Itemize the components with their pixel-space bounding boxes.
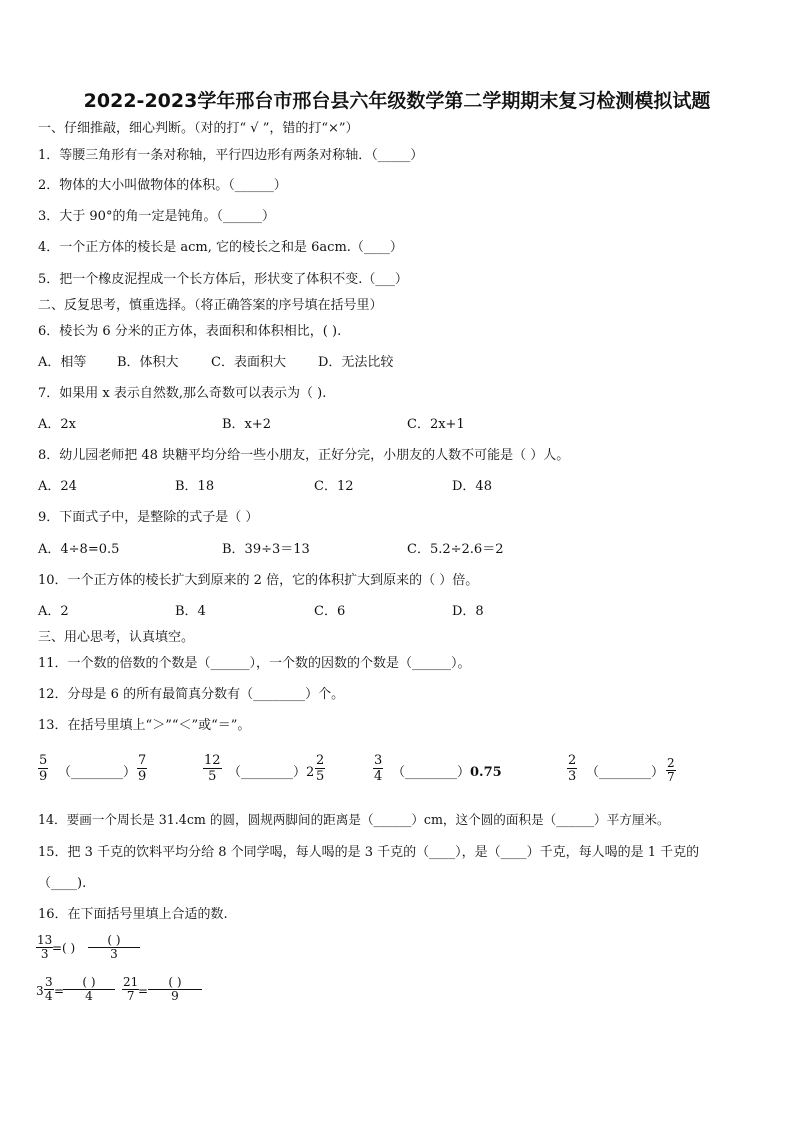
q10-option-b: B．4: [175, 604, 206, 619]
question-13: 13．在括号里填上“＞”“＜”或“＝”。: [38, 718, 251, 733]
denominator: 5: [208, 769, 217, 784]
question-7: 7．如果用 x 表示自然数,那么奇数可以表示为（ ).: [38, 386, 327, 401]
q6-option-c: C．表面积大: [211, 355, 286, 370]
q6-option-d: D．无法比较: [318, 355, 394, 370]
q9-option-a: A．4÷8=0.5: [38, 542, 120, 557]
q16-r1-fraction: [36, 934, 53, 961]
q10-option-c: C．6: [314, 604, 346, 619]
q13a-blank: （________）: [58, 765, 137, 780]
question-14: 14．要画一个周长是 31.4cm 的圆，圆规两脚间的距离是（______）cm，这个圆的面积是（______）平方厘米。: [38, 812, 670, 827]
q13c-left-fraction: [373, 753, 383, 784]
denominator: 3: [110, 947, 118, 961]
q10-option-d: D．8: [452, 604, 484, 619]
question-10: 10．一个正方体的棱长扩大到原来的 2 倍，它的体积扩大到原来的（ ）倍。: [38, 573, 479, 588]
section-2-heading: 二、反复思考，慎重选择。（将正确答案的序号填在括号里）: [38, 298, 383, 313]
q16-r2-whole: 3: [36, 984, 44, 998]
denominator: 5: [316, 769, 325, 784]
numerator: 2: [667, 756, 675, 770]
q6-option-a: A．相等: [38, 355, 87, 370]
question-16: 16．在下面括号里填上合适的数.: [38, 907, 228, 922]
q13c-right-value: 0.75: [470, 765, 502, 780]
q9-option-c: C．5.2÷2.6＝2: [407, 542, 504, 557]
question-15-line-1: 15．把 3 千克的饮料平均分给 8 个同学喝，每人喝的是 3 千克的（____），是（____）千克，每人喝的是 1 千克的: [38, 845, 700, 860]
denominator: 9: [39, 769, 48, 784]
denominator: 4: [374, 769, 383, 784]
question-3: 3．大于 90°的角一定是钝角。（______）: [38, 209, 275, 224]
q13b-right-fraction: [315, 753, 325, 784]
question-15-line-2: （____).: [38, 876, 87, 891]
q7-option-c: C．2x+1: [407, 417, 465, 432]
question-9: 9．下面式子中，是整除的式子是（ ）: [38, 510, 259, 525]
section-1-heading: 一、仔细推敲，细心判断。（对的打“ √ ”，错的打“×”）: [38, 121, 359, 136]
q7-option-b: B．x+2: [222, 417, 272, 432]
numerator: 3: [374, 753, 383, 768]
denominator: 7: [126, 989, 135, 1003]
q16-r2-equals: =: [54, 984, 65, 998]
q16-r3-blank-fraction: [148, 976, 202, 1003]
numerator: 12: [204, 753, 221, 768]
numerator: 2: [316, 753, 325, 768]
q13d-right-fraction: [666, 757, 676, 784]
q9-option-b: B．39÷3＝13: [222, 542, 310, 557]
question-11: 11．一个数的倍数的个数是（______），一个数的因数的个数是（______）。: [38, 656, 471, 671]
question-4: 4．一个正方体的棱长是 acm, 它的棱长之和是 6acm.（____）: [38, 240, 403, 255]
q13a-left-fraction: [38, 753, 48, 784]
q16-r2-blank-fraction: [63, 976, 115, 1003]
denominator: 7: [667, 770, 675, 784]
q16-r3-fraction: [122, 976, 139, 1003]
q8-option-c: C．12: [314, 479, 354, 494]
numerator: 7: [138, 753, 147, 768]
page-title: 2022-2023学年邢台市邢台县六年级数学第二学期期末复习检测模拟试题: [83, 90, 711, 112]
section-3-heading: 三、用心思考，认真填空。: [38, 630, 195, 645]
q13c-blank: （________）: [392, 765, 471, 780]
numerator-blank: ( ): [168, 975, 182, 989]
q6-option-b: B．体积大: [117, 355, 179, 370]
q16-r1-equals-blank: =( ): [52, 941, 76, 955]
q13a-right-fraction: [137, 753, 147, 784]
q16-r2-fraction: [44, 976, 54, 1003]
numerator-blank: ( ): [107, 933, 121, 947]
q10-option-a: A．2: [38, 604, 69, 619]
question-12: 12．分母是 6 的所有最简真分数有（________）个。: [38, 687, 345, 702]
q8-option-d: D．48: [452, 479, 492, 494]
denominator: 3: [568, 769, 577, 784]
question-6: 6．棱长为 6 分米的正方体，表面积和体积相比，( ).: [38, 324, 342, 339]
q8-option-a: A．24: [38, 479, 77, 494]
numerator: 21: [123, 975, 139, 989]
q16-r1-blank-fraction: [88, 934, 140, 961]
q16-r3-equals: =: [138, 984, 149, 998]
denominator: 9: [138, 769, 147, 784]
numerator: 3: [45, 975, 53, 989]
q13d-left-fraction: [567, 753, 577, 784]
denominator: 9: [171, 989, 179, 1003]
denominator: 4: [45, 989, 53, 1003]
numerator: 5: [39, 753, 48, 768]
question-1: 1．等腰三角形有一条对称轴，平行四边形有两条对称轴．（_____）: [38, 148, 424, 163]
denominator: 4: [85, 989, 93, 1003]
q7-option-a: A．2x: [38, 417, 76, 432]
numerator-blank: ( ): [82, 975, 96, 989]
q13b-whole: 2: [306, 765, 315, 780]
q13b-left-fraction: [203, 753, 222, 784]
question-5: 5．把一个橡皮泥捏成一个长方体后，形状变了体积不变.（___）: [38, 272, 408, 287]
denominator: 3: [40, 947, 49, 961]
question-8: 8．幼儿园老师把 48 块糖平均分给一些小朋友，正好分完，小朋友的人数不可能是（ ）人。: [38, 448, 570, 463]
numerator: 13: [37, 933, 53, 947]
q13b-blank: （________）: [228, 765, 307, 780]
q13d-blank: （________）: [586, 765, 665, 780]
numerator: 2: [568, 753, 577, 768]
q8-option-b: B．18: [175, 479, 215, 494]
question-2: 2．物体的大小叫做物体的体积。（______）: [38, 178, 287, 193]
